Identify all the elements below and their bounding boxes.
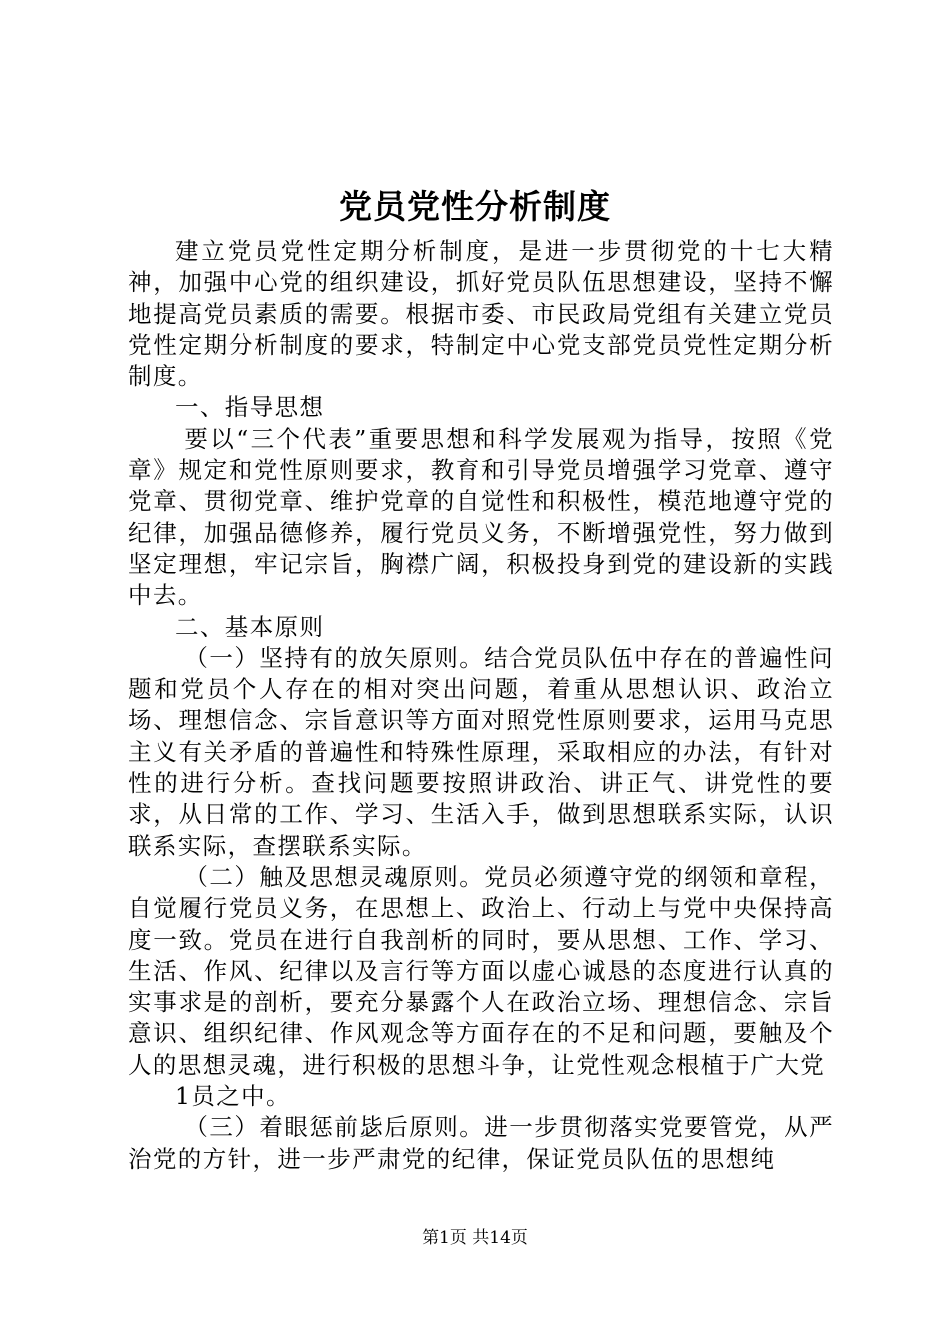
- paragraph-principle-1: （一）坚持有的放矢原则。结合党员队伍中存在的普遍性问题和党员个人存在的相对突出问题，着重从思想认识、政治立场、理想信念、宗旨意识等方面对照党性原则要求，运用马克思主义有关矛盾的普遍性和特殊性原理，采取相应的办法，有针对性的进行分析。查找问题要按照讲政治、讲正气、讲党性的要求，从日常的工作、学习、生活入手，做到思想联系实际，认识联系实际，查摆联系实际。: [128, 643, 834, 860]
- paragraph-principle-2: （二）触及思想灵魂原则。党员必须遵守党的纲领和章程，自觉履行党员义务，在思想上、政治上、行动上与党中央保持高度一致。党员在进行自我剖析的同时，要从思想、工作、学习、生活、作风、纪律以及言行等方面以虚心诚恳的态度进行认真的实事求是的剖析，要充分暴露个人在政治立场、理想信念、宗旨意识、组织纪律、作风观念等方面存在的不足和问题，要触及个人的思想灵魂，进行积极的思想斗争，让党性观念根植于广大党: [128, 862, 834, 1079]
- heading-guiding-thought: 一、指导思想: [175, 393, 325, 422]
- paragraph-guiding-thought: 要以“三个代表”重要思想和科学发展观为指导，按照《党章》规定和党性原则要求，教育和引导党员增强学习党章、遵守党章、贯彻党章、维护党章的自觉性和积极性，模范地遵守党的纪律，加强品德修养，履行党员义务，不断增强党性，努力做到坚定理想，牢记宗旨，胸襟广阔，积极投身到党的建设新的实践中去。: [128, 424, 834, 610]
- paragraph-principle-3: （三）着眼惩前毖后原则。进一步贯彻落实党要管党，从严治党的方针，进一步严肃党的纪律，保证党员队伍的思想纯: [128, 1113, 834, 1173]
- page-footer: 第1页 共14页: [422, 1228, 528, 1248]
- document-title: 党员党性分析制度: [339, 187, 611, 226]
- document-body: [128, 236, 834, 1175]
- paragraph-continuation: 1员之中。: [175, 1082, 291, 1111]
- heading-basic-principles: 二、基本原则: [175, 612, 325, 641]
- paragraph-intro: 建立党员党性定期分析制度，是进一步贯彻党的十七大精神，加强中心党的组织建设，抓好党员队伍思想建设，坚持不懈地提高党员素质的需要。根据市委、市民政局党组有关建立党员党性定期分析制度的要求，特制定中心党支部党员党性定期分析制度。: [128, 237, 834, 391]
